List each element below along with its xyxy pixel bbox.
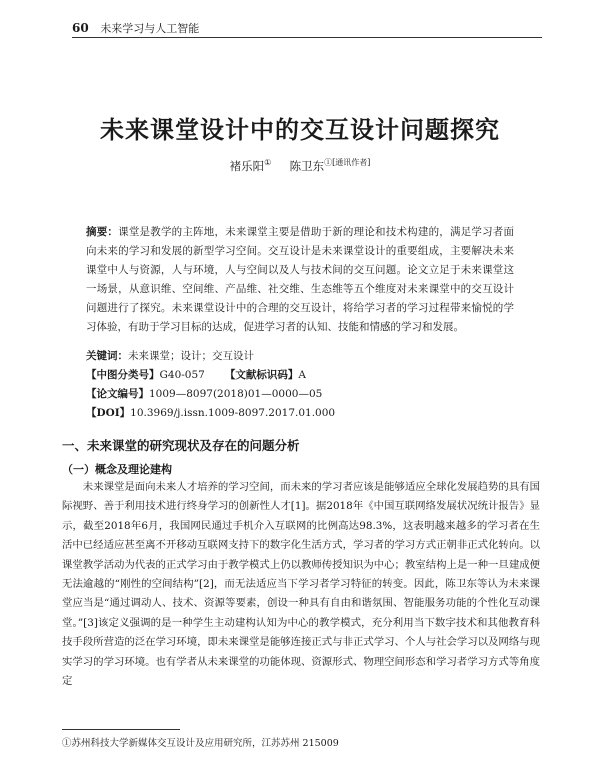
abstract xyxy=(86,223,514,337)
body-text xyxy=(62,478,540,691)
running-title: 未来学习与人工智能 xyxy=(100,22,200,35)
running-header xyxy=(72,20,542,36)
header-rule xyxy=(72,37,542,38)
abstract-label: 摘要： xyxy=(86,226,119,238)
doc-code-value: A xyxy=(298,369,306,381)
article-number-label: 【论文编号】 xyxy=(86,388,149,400)
doc-code-label: 【文献标识码】 xyxy=(224,369,299,381)
footnote-rule xyxy=(62,729,180,730)
doi-line xyxy=(86,405,526,422)
keywords xyxy=(86,348,526,365)
clc-value: G40-057 xyxy=(159,369,205,381)
abstract-text: 课堂是教学的主阵地，未来课堂主要是借助于新的理论和技术构建的，满足学习者面向未来的学习和发展的新型学习空间。交互设计是未来课堂设计的重要组成，主要解决未来课堂中人与资源，人与环境，人与空间以及人与技术间的交互问题。论文立足于未来课堂这一场景，从意识维、空间维、产品维、社交维、生态维等五个维度对未来课堂中的交互设计问题进行了探究。未来课堂设计中的合理的交互设计，将给学习者的学习过程带来愉悦的学习体验，有助于学习目标的达成，促进学习者的认知、技能和情感的学习和发展。 xyxy=(86,226,515,333)
page-number: 60 xyxy=(72,21,89,35)
doi-label: 【DOI】 xyxy=(86,407,131,419)
keywords-text: 未来课堂；设计；交互设计 xyxy=(128,350,254,362)
doi-value: 10.3969/j.issn.1009-8097.2017.01.000 xyxy=(130,407,336,419)
author-mark: ① xyxy=(264,158,272,167)
article-number-value: 1009—8097(2018)01—0000—05 xyxy=(149,388,323,400)
body-paragraph: 未来课堂是面向未来人才培养的学习空间，而未来的学习者应该是能够适应全球化发展趋势的具有国际视野、善于利用技术进行终身学习的创新性人才[1]。据2018年《中国互联网络发展状况统计报告》显示，截至2018年6月，我国网民通过手机介入互联网的比例高达98.3%，这表明越来越多的学习者在生活中已经适应甚至离不开移动互联网支持下的数字化生活方式，学习者的学习方式正朝非正式化转向。以课堂教学活动为代表的正式学习由于教学模式上仍以教师传授知识为中心；教室结构上是一种一旦建成便无法逾越的“刚性的空间结构”[2]，而无法适应当下学习者学习特征的转变。因此，陈卫东等认为未来课堂应当是“通过调动人、技术、资源等要素，创设一种具有自由和谐氛围、智能服务功能的个性化互动课堂。”[3]该定义强调的是一种学生主动建构认知为中心的教学模式，充分利用当下数字技术和其他教育科技手段所营造的泛在学习环境，即未来课堂是能够连接正式与非正式学习、个人与社会学习以及网络与现实学习的学习环境。也有学者从未来课堂的功能体现、资源形式、物理空间形态和学习者学习方式等角度定 xyxy=(62,481,540,688)
subsection-heading: （一）概念及理论建构 xyxy=(62,463,172,476)
author-mark: ①[通讯作者] xyxy=(324,158,371,167)
author-name: 褚乐阳 xyxy=(229,158,265,173)
clc-label: 【中图分类号】 xyxy=(86,369,160,381)
article-title: 未来课堂设计中的交互设计问题探究 xyxy=(100,115,500,144)
classification-line xyxy=(86,367,526,384)
keywords-label: 关键词： xyxy=(86,350,128,362)
section-heading: 一、未来课堂的研究现状及存在的问题分析 xyxy=(62,438,300,453)
author-name: 陈卫东 xyxy=(289,158,325,173)
footnote: ①苏州科技大学新媒体交互设计及应用研究所，江苏苏州 215009 xyxy=(62,738,339,749)
author-line xyxy=(0,157,600,174)
article-number-line xyxy=(86,386,526,403)
